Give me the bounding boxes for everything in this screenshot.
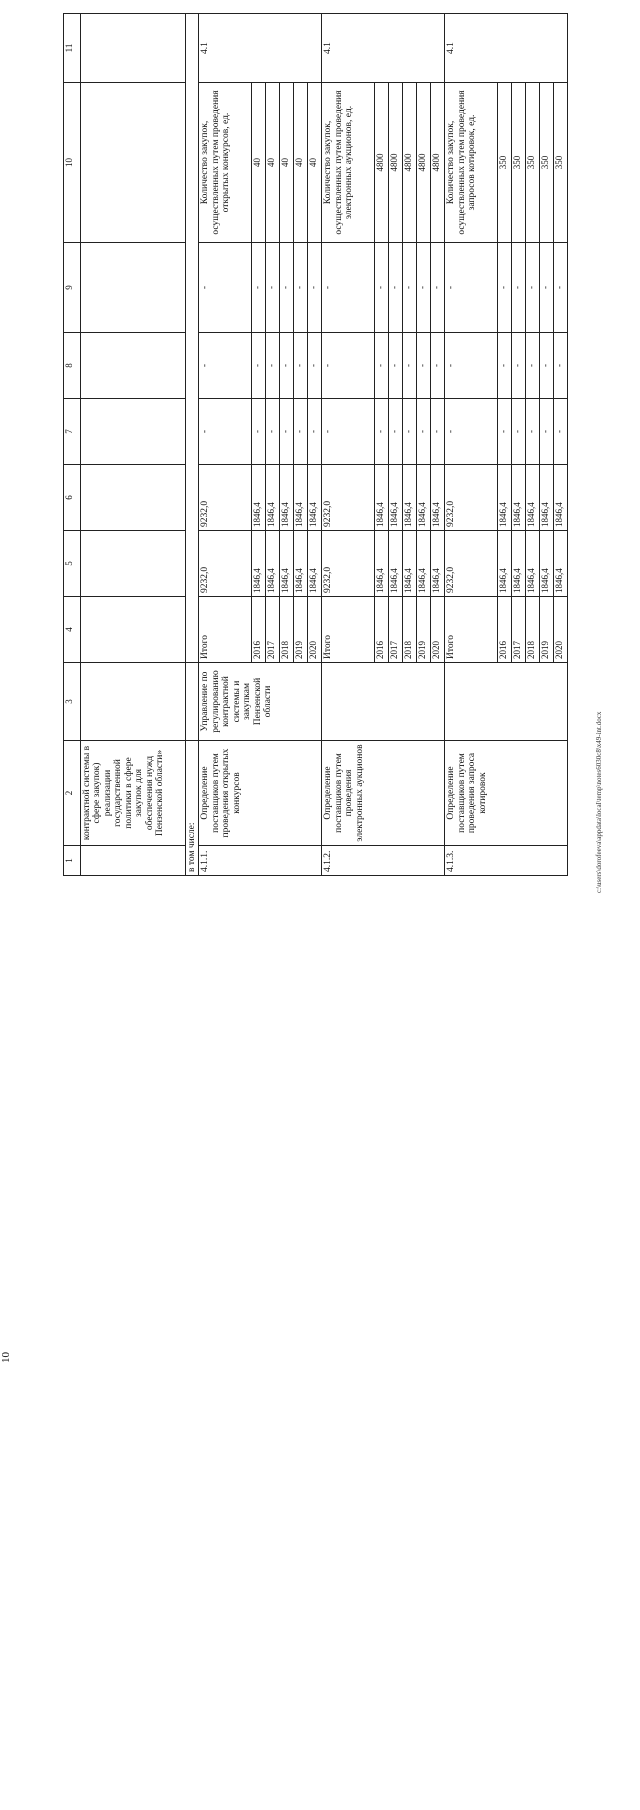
year-col8: - (512, 333, 526, 399)
year-col6: 1846,4 (266, 465, 280, 531)
total-col7: - (445, 399, 498, 465)
col-num-8: 8 (64, 333, 81, 399)
year-col5: 1846,4 (294, 531, 308, 597)
continuation-row (81, 14, 186, 876)
year-cell: 2017 (512, 597, 526, 663)
year-col6: 1846,4 (498, 465, 512, 531)
year-col10: 40 (252, 83, 266, 243)
year-col7: - (554, 399, 568, 465)
year-cell: 2018 (526, 597, 540, 663)
in-total-row (186, 14, 199, 876)
year-col6: 1846,4 (252, 465, 266, 531)
year-cell: 2018 (403, 597, 417, 663)
rotated-table-wrapper (63, 14, 630, 876)
col11-ref: 4.1 (322, 14, 445, 83)
item-number: 4.1.2. (322, 846, 445, 876)
year-col10: 4800 (431, 83, 445, 243)
in-total-label: в том числе: (186, 741, 199, 876)
year-col5: 1846,4 (431, 531, 445, 597)
total-col7: - (199, 399, 252, 465)
continuation-name: контрактной системы в сфере закупок) реализации государственной политики в сфере закупок для обеспечения нужд Пензенской области» (81, 741, 186, 846)
year-col8: - (431, 333, 445, 399)
year-col8: - (280, 333, 294, 399)
year-col7: - (526, 399, 540, 465)
item-total-row (445, 14, 498, 876)
total-col5: 9232,0 (445, 531, 498, 597)
year-col8: - (526, 333, 540, 399)
total-col6: 9232,0 (322, 465, 375, 531)
col-num-5: 5 (64, 531, 81, 597)
year-col7: - (252, 399, 266, 465)
total-col6: 9232,0 (445, 465, 498, 531)
year-col6: 1846,4 (308, 465, 322, 531)
year-col7: - (403, 399, 417, 465)
year-col7: - (375, 399, 389, 465)
year-cell: 2018 (280, 597, 294, 663)
col-num-11: 11 (64, 14, 81, 83)
year-col9: - (308, 243, 322, 333)
year-cell: 2017 (389, 597, 403, 663)
year-col6: 1846,4 (431, 465, 445, 531)
year-col10: 350 (512, 83, 526, 243)
year-col9: - (526, 243, 540, 333)
year-col5: 1846,4 (403, 531, 417, 597)
year-col10: 40 (266, 83, 280, 243)
col-num-7: 7 (64, 399, 81, 465)
year-col7: - (540, 399, 554, 465)
total-label: Итого (322, 597, 375, 663)
year-col5: 1846,4 (252, 531, 266, 597)
total-col9: - (445, 243, 498, 333)
year-col7: - (498, 399, 512, 465)
year-col9: - (431, 243, 445, 333)
total-col9: - (322, 243, 375, 333)
year-cell: 2017 (266, 597, 280, 663)
year-col5: 1846,4 (280, 531, 294, 597)
year-col9: - (280, 243, 294, 333)
item-number: 4.1.1. (199, 846, 322, 876)
col-num-4: 4 (64, 597, 81, 663)
indicator-text: Количество закупок, осуществленных путем проведения открытых конкурсов, ед. (199, 83, 252, 243)
item-executor (322, 663, 445, 741)
year-col10: 4800 (375, 83, 389, 243)
year-col8: - (540, 333, 554, 399)
total-col5: 9232,0 (322, 531, 375, 597)
year-col6: 1846,4 (540, 465, 554, 531)
year-col10: 4800 (403, 83, 417, 243)
col-num-3: 3 (64, 663, 81, 741)
year-cell: 2016 (375, 597, 389, 663)
year-col8: - (252, 333, 266, 399)
year-col6: 1846,4 (512, 465, 526, 531)
year-col5: 1846,4 (375, 531, 389, 597)
year-col6: 1846,4 (417, 465, 431, 531)
year-cell: 2020 (308, 597, 322, 663)
year-col9: - (389, 243, 403, 333)
total-label: Итого (445, 597, 498, 663)
year-col7: - (512, 399, 526, 465)
year-cell: 2019 (294, 597, 308, 663)
year-col6: 1846,4 (554, 465, 568, 531)
year-col5: 1846,4 (308, 531, 322, 597)
year-col8: - (403, 333, 417, 399)
year-col9: - (512, 243, 526, 333)
program-table (63, 13, 568, 876)
year-col10: 40 (294, 83, 308, 243)
year-col9: - (417, 243, 431, 333)
col-num-9: 9 (64, 243, 81, 333)
total-col9: - (199, 243, 252, 333)
total-col5: 9232,0 (199, 531, 252, 597)
year-col9: - (266, 243, 280, 333)
item-number: 4.1.3. (445, 846, 568, 876)
year-col9: - (403, 243, 417, 333)
year-cell: 2016 (252, 597, 266, 663)
total-col8: - (445, 333, 498, 399)
year-col10: 4800 (417, 83, 431, 243)
item-name: Определение поставщиков путем проведения открытых конкурсов (199, 741, 322, 846)
col-num-10: 10 (64, 83, 81, 243)
total-col7: - (322, 399, 375, 465)
year-col8: - (308, 333, 322, 399)
year-col5: 1846,4 (266, 531, 280, 597)
year-col6: 1846,4 (375, 465, 389, 531)
item-executor (445, 663, 568, 741)
footer-file-path: c:\users\dorofeeva\appdata\local\temp\notes6030c8\x49-int.docx (595, 711, 603, 893)
year-col9: - (498, 243, 512, 333)
year-cell: 2020 (431, 597, 445, 663)
year-col9: - (375, 243, 389, 333)
year-col9: - (252, 243, 266, 333)
year-col5: 1846,4 (417, 531, 431, 597)
item-executor: Управление по регулированию контрактной системы и закупкам Пензенской области (199, 663, 322, 741)
year-col9: - (540, 243, 554, 333)
year-col10: 40 (280, 83, 294, 243)
year-col10: 350 (526, 83, 540, 243)
year-col7: - (280, 399, 294, 465)
year-col6: 1846,4 (280, 465, 294, 531)
year-col10: 350 (554, 83, 568, 243)
year-cell: 2020 (554, 597, 568, 663)
total-label: Итого (199, 597, 252, 663)
column-number-row (64, 14, 81, 876)
year-col10: 350 (540, 83, 554, 243)
year-col8: - (375, 333, 389, 399)
page-number: 10 (0, 1352, 12, 1363)
year-col8: - (294, 333, 308, 399)
year-col8: - (554, 333, 568, 399)
year-col8: - (266, 333, 280, 399)
year-col7: - (417, 399, 431, 465)
year-col5: 1846,4 (554, 531, 568, 597)
year-col8: - (498, 333, 512, 399)
year-col6: 1846,4 (526, 465, 540, 531)
item-name: Определение поставщиков путем проведения запроса котировок (445, 741, 568, 846)
year-col6: 1846,4 (294, 465, 308, 531)
year-col7: - (266, 399, 280, 465)
item-total-row (199, 14, 252, 876)
year-col5: 1846,4 (389, 531, 403, 597)
year-col7: - (294, 399, 308, 465)
year-col5: 1846,4 (512, 531, 526, 597)
col-num-2: 2 (64, 741, 81, 846)
total-col6: 9232,0 (199, 465, 252, 531)
total-col8: - (199, 333, 252, 399)
year-cell: 2019 (417, 597, 431, 663)
item-name: Определение поставщиков путем проведения электронных аукционов (322, 741, 445, 846)
indicator-text: Количество закупок, осуществленных путем проведения запросов котировок, ед. (445, 83, 498, 243)
col-num-1: 1 (64, 846, 81, 876)
year-col7: - (431, 399, 445, 465)
year-col5: 1846,4 (540, 531, 554, 597)
year-col9: - (294, 243, 308, 333)
item-total-row (322, 14, 375, 876)
total-col8: - (322, 333, 375, 399)
year-col7: - (389, 399, 403, 465)
year-col10: 4800 (389, 83, 403, 243)
year-col8: - (389, 333, 403, 399)
col-num-6: 6 (64, 465, 81, 531)
col11-ref: 4.1 (199, 14, 322, 83)
year-col7: - (308, 399, 322, 465)
year-col10: 350 (498, 83, 512, 243)
year-col9: - (554, 243, 568, 333)
year-col5: 1846,4 (498, 531, 512, 597)
col11-ref: 4.1 (445, 14, 568, 83)
year-col5: 1846,4 (526, 531, 540, 597)
year-cell: 2016 (498, 597, 512, 663)
year-cell: 2019 (540, 597, 554, 663)
year-col6: 1846,4 (403, 465, 417, 531)
year-col8: - (417, 333, 431, 399)
year-col10: 40 (308, 83, 322, 243)
year-col6: 1846,4 (389, 465, 403, 531)
indicator-text: Количество закупок, осуществленных путем проведения электронных аукционов, ед. (322, 83, 375, 243)
